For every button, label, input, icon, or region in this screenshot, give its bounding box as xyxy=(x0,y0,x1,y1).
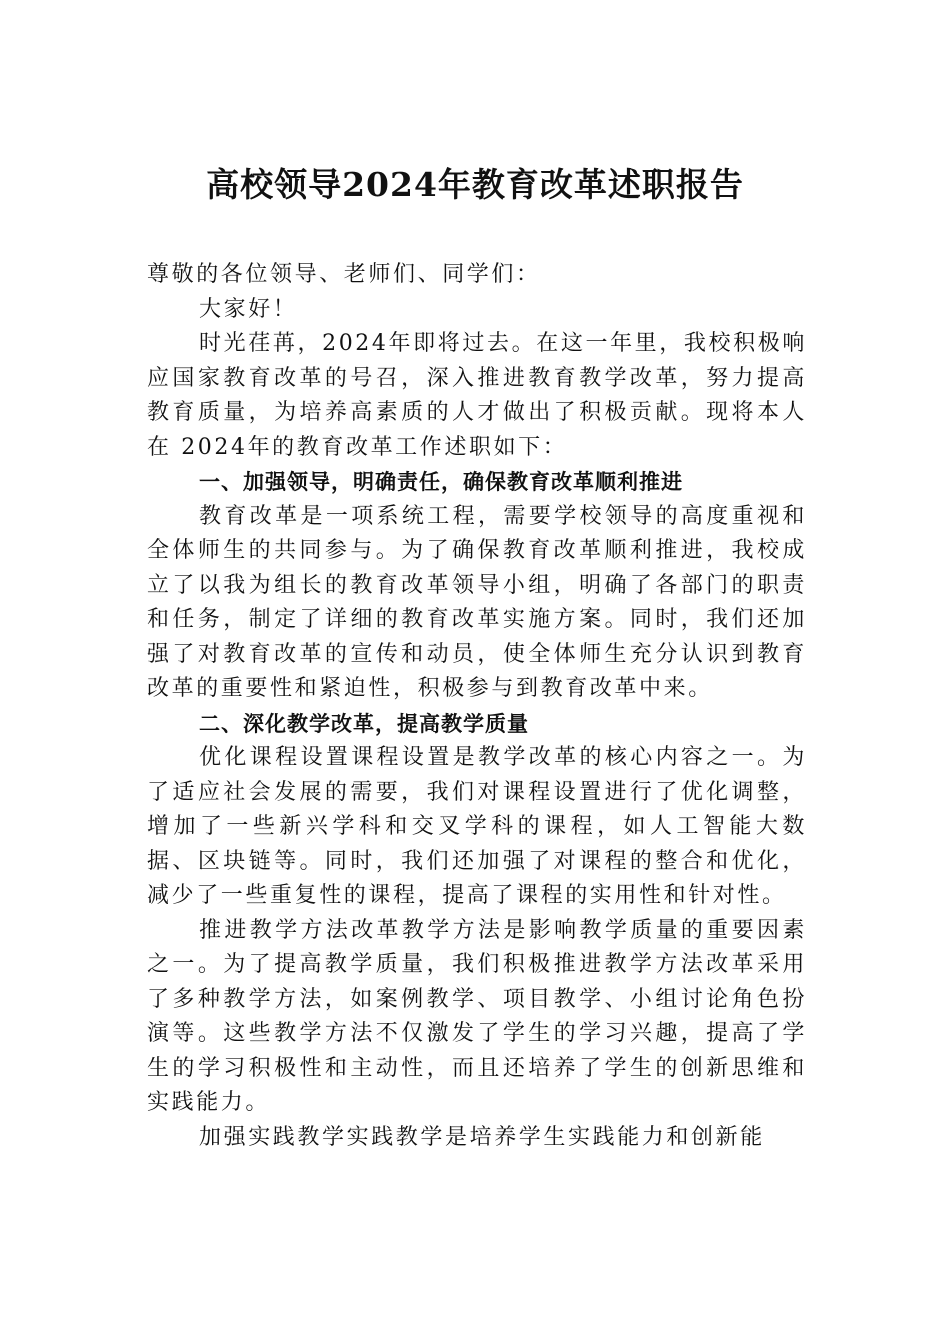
intro-paragraph: 时光荏苒，2024年即将过去。在这一年里，我校积极响应国家教育改革的号召，深入推进教育教学改革，努力提高教育质量，为培养高素质的人才做出了积极贡献。现将本人在 2024年的教育改革工作述职如下： xyxy=(147,331,807,460)
document-title: 高校领导2024年教育改革述职报告 xyxy=(206,165,744,204)
section-heading-2: 二、深化教学改革，提高教学质量 xyxy=(199,711,529,736)
section-heading-1: 一、加强领导，明确责任，确保教育改革顺利推进 xyxy=(199,470,683,494)
document-body xyxy=(147,258,807,1155)
section-2-paragraph-1: 优化课程设置课程设置是教学改革的核心内容之一。为了适应社会发展的需要，我们对课程设置进行了优化调整，增加了一些新兴学科和交叉学科的课程，如人工智能大数据、区块链等。同时，我们还加强了对课程的整合和优化，减少了一些重复性的课程，提高了课程的实用性和针对性。 xyxy=(147,745,807,908)
section-2-paragraph-2: 推进教学方法改革教学方法是影响教学质量的重要因素之一。为了提高教学质量，我们积极推进教学方法改革采用了多种教学方法，如案例教学、项目教学、小组讨论角色扮演等。这些教学方法不仅激发了学生的学习兴趣，提高了学生的学习积极性和主动性，而且还培养了学生的创新思维和实践能力。 xyxy=(147,917,807,1115)
section-2-paragraph-3: 加强实践教学实践教学是培养学生实践能力和创新能 xyxy=(199,1124,765,1150)
section-1-paragraph: 教育改革是一项系统工程，需要学校领导的高度重视和全体师生的共同参与。为了确保教育改革顺利推进，我校成立了以我为组长的教育改革领导小组，明确了各部门的职责和任务，制定了详细的教育改革实施方案。同时，我们还加强了对教育改革的宣传和动员，使全体师生充分认识到教育改革的重要性和紧迫性，积极参与到教育改革中来。 xyxy=(147,503,807,701)
greeting: 大家好！ xyxy=(199,296,298,322)
salutation: 尊敬的各位领导、老师们、同学们： xyxy=(147,262,541,287)
